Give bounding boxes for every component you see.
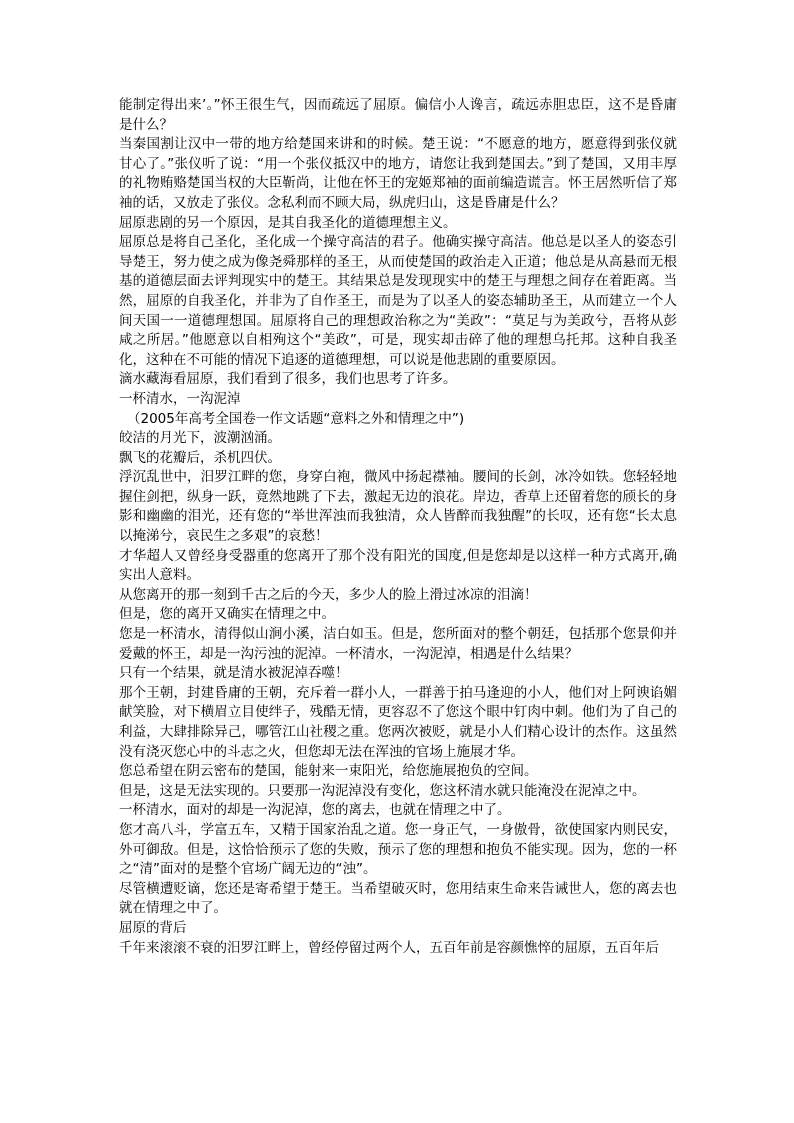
paragraph: 飘飞的花瓣后，杀机四伏。 xyxy=(119,449,281,466)
paragraph: 您才高八斗，学富五车，又精于国家治乱之道。您一身正气，一身傲骨，欲使国家内则民安，外可御敌。但是，这恰恰预示了您的失败，预示了您的理想和抱负不能实现。因为，您的一杯之“清”面对的是整个官场广阔无边的“浊”。 xyxy=(119,821,677,878)
essay-title: 一杯清水，一沟泥淖 xyxy=(119,390,241,407)
essay-title: 屈原的背后 xyxy=(119,919,187,936)
essay-subtitle: （2005年高考全国卷一作文话题“意料之外和情理之中”) xyxy=(127,410,465,427)
paragraph: 尽管横遭贬谪，您还是寄希望于楚王。当希望破灭时，您用结束生命来告诫世人，您的离去也就在情理之中了。 xyxy=(119,880,677,917)
paragraph: 千年来滚滚不衰的汨罗江畔上，曾经停留过两个人，五百年前是容颜憔悴的屈原，五百年后 xyxy=(119,939,659,956)
paragraph: 那个王朝，封建昏庸的王朝，充斥着一群小人，一群善于拍马逢迎的小人，他们对上阿谀谄媚献笑脸，对下横眉立目使绊子，残酷无情，更容忍不了您这个眼中钉肉中刺。他们为了自己的利益，大肆排除异己，哪管江山社稷之重。您两次被贬，就是小人们精心设计的杰作。这虽然没有浇灭您心中的斗志之火，但您却无法在浑浊的官场上施展才华。 xyxy=(119,684,677,760)
paragraph: 但是，这是无法实现的。只要那一沟泥淖没有变化，您这杯清水就只能淹没在泥淖之中。 xyxy=(119,782,646,799)
paragraph: 一杯清水，面对的却是一沟泥淖，您的离去，也就在情理之中了。 xyxy=(119,802,511,819)
paragraph: 浮沉乱世中，汨罗江畔的您，身穿白袍，微风中扬起襟袖。腰间的长剑，冰冷如铁。您轻轻地握住剑把，纵身一跃，竟然地跳了下去，激起无边的浪花。岸边，香草上还留着您的颀长的身影和幽幽的泪光，还有您的“举世浑浊而我独清，众人皆醉而我独醒”的长叹，还有您“长太息以掩涕兮，哀民生之多艰”的哀愁！ xyxy=(119,469,677,545)
paragraph: 能制定得出来’。”怀王很生气，因而疏远了屈原。偏信小人谗言，疏远赤胆忠臣，这不是昏庸是什么？ xyxy=(119,97,677,133)
paragraph: 屈原总是将自己圣化，圣化成一个操守高洁的君子。他确实操守高洁。他总是以圣人的姿态引导楚王，努力使之成为像尧舜那样的圣王，从而使楚国的政治走入正道；他总是从高悬而无根基的道德层面去评判现实中的楚王。其结果总是发现现实中的楚王与理想之间存在着距离。当然，屈原的自我圣化，并非为了自作圣王，而是为了以圣人的姿态辅助圣王，从而建立一个人间天国一一道德理想国。屈原将自己的理想政治称之为“美政”：“莫足与为美政兮，吾将从彭咸之所居。”他愿意以自相殉这个“美政”，可是，现实却击碎了他的理想乌托邦。这种自我圣化，这种在不可能的情况下追逐的道德理想，可以说是他悲剧的重要原因。 xyxy=(119,234,677,368)
document-body xyxy=(119,96,677,958)
paragraph: 您总希望在阴云密布的楚国，能射来一束阳光，给您施展抱负的空间。 xyxy=(119,763,538,780)
paragraph: 滴水藏海看屈原，我们看到了很多，我们也思考了许多。 xyxy=(119,371,457,388)
paragraph: 当秦国割让汉中一带的地方给楚国来讲和的时候。楚王说：“不愿意的地方，愿意得到张仪就甘心了。”张仪听了说：“用一个张仪抵汉中的地方，请您让我到楚国去。”到了楚国，又用丰厚的礼物贿赂楚国当权的大臣靳尚，让他在怀王的宠姬郑袖的面前编造谎言。怀王居然听信了郑袖的话，又放走了张仪。念私利而不顾大局，纵虎归山，这是昏庸是什么？ xyxy=(119,136,677,211)
paragraph: 只有一个结果，就是清水被泥淖吞噬！ xyxy=(119,665,349,682)
paragraph: 皎洁的月光下，波潮汹涌。 xyxy=(119,430,281,447)
paragraph: 屈原悲剧的另一个原因，是其自我圣化的道德理想主义。 xyxy=(119,214,457,231)
paragraph: 您是一杯清水，清得似山涧小溪，洁白如玉。但是，您所面对的整个朝廷，包括那个您景仰并爱戴的怀王，却是一沟污浊的泥淖。一杯清水，一沟泥淖，相遇是什么结果？ xyxy=(119,626,677,662)
paragraph: 但是，您的离开又确实在情理之中。 xyxy=(119,606,335,623)
paragraph: 从您离开的那一刻到千古之后的今天，多少人的脸上滑过冰凉的泪滴！ xyxy=(119,586,538,603)
paragraph: 才华超人又曾经身受器重的您离开了那个没有阳光的国度,但是您却是以这样一种方式离开,确实出人意料。 xyxy=(119,547,677,584)
